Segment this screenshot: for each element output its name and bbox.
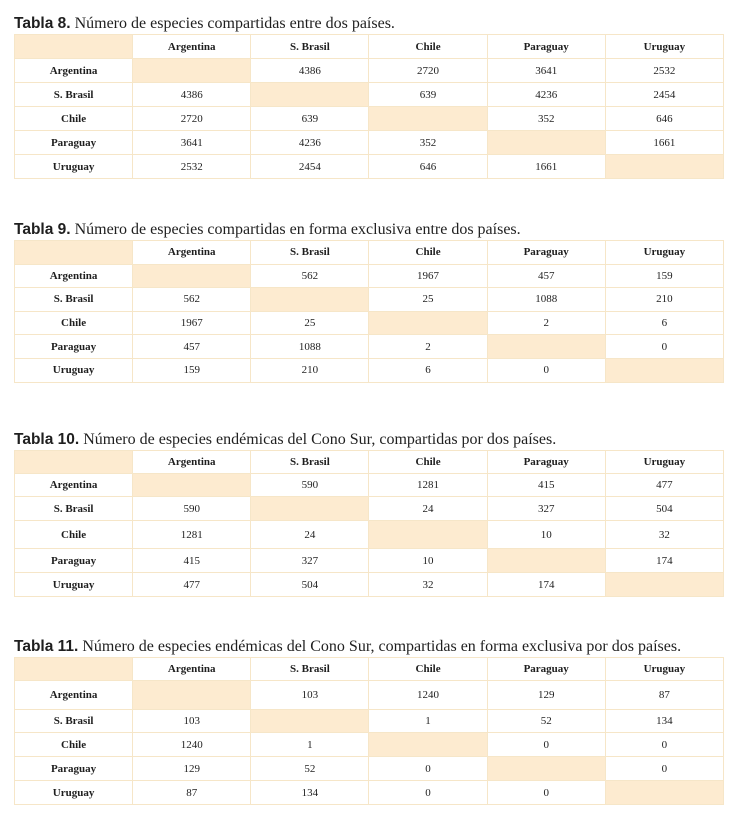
table-cell: 0 [487, 358, 605, 382]
table-cell: 0 [605, 757, 723, 781]
row-header: Argentina [15, 59, 133, 83]
table-cell: 1088 [251, 335, 369, 359]
row-header: Paraguay [15, 757, 133, 781]
row-header: Paraguay [15, 335, 133, 359]
table-cell: 352 [487, 107, 605, 131]
table-cell: 2532 [133, 155, 251, 179]
table-cell: 590 [133, 497, 251, 521]
diagonal-cell [487, 757, 605, 781]
table-cell: 103 [133, 710, 251, 733]
table-cell: 4236 [251, 131, 369, 155]
diagonal-cell [133, 264, 251, 288]
table-cell: 174 [605, 549, 723, 573]
row-header: Uruguay [15, 573, 133, 597]
table-row [15, 549, 724, 573]
table-cell: 25 [251, 311, 369, 335]
corner-cell [15, 658, 133, 681]
row-header: S. Brasil [15, 83, 133, 107]
table-cell: 2454 [605, 83, 723, 107]
column-header: Paraguay [487, 451, 605, 474]
row-header: Chile [15, 107, 133, 131]
header-row [15, 451, 724, 474]
table-cell: 159 [605, 264, 723, 288]
column-header: S. Brasil [251, 658, 369, 681]
column-header: Uruguay [605, 451, 723, 474]
table-row [15, 710, 724, 733]
table-cell: 327 [487, 497, 605, 521]
row-header: S. Brasil [15, 497, 133, 521]
table-cell: 1661 [487, 155, 605, 179]
table-cell: 1661 [605, 131, 723, 155]
table-cell: 457 [133, 335, 251, 359]
table-10 [14, 450, 724, 597]
diagonal-cell [133, 681, 251, 710]
table-cell: 504 [605, 497, 723, 521]
table-cell: 2532 [605, 59, 723, 83]
diagonal-cell [487, 549, 605, 573]
table-11-caption [14, 637, 724, 657]
table-cell: 590 [251, 474, 369, 497]
diagonal-cell [487, 335, 605, 359]
table-row [15, 733, 724, 757]
table-cell: 87 [605, 681, 723, 710]
table-cell: 562 [251, 264, 369, 288]
table-row [15, 311, 724, 335]
table-cell: 134 [605, 710, 723, 733]
table-cell: 0 [369, 757, 487, 781]
table-cell: 24 [369, 497, 487, 521]
table-cell: 1240 [369, 681, 487, 710]
column-header: Chile [369, 451, 487, 474]
table-8-block [14, 14, 724, 179]
corner-cell [15, 35, 133, 59]
table-row [15, 781, 724, 805]
diagonal-cell [605, 573, 723, 597]
table-row [15, 474, 724, 497]
table-cell: 646 [369, 155, 487, 179]
table-cell: 646 [605, 107, 723, 131]
table-10-title: Número de especies endémicas del Cono Sur, compartidas por dos países. [79, 431, 557, 448]
table-row [15, 83, 724, 107]
diagonal-cell [369, 311, 487, 335]
corner-cell [15, 241, 133, 265]
table-row [15, 107, 724, 131]
column-header: Argentina [133, 241, 251, 265]
table-cell: 24 [251, 521, 369, 549]
table-cell: 10 [369, 549, 487, 573]
table-cell: 2454 [251, 155, 369, 179]
column-header: Argentina [133, 658, 251, 681]
table-8-title: Número de especies compartidas entre dos países. [70, 15, 395, 32]
table-cell: 1967 [133, 311, 251, 335]
diagonal-cell [605, 155, 723, 179]
table-cell: 0 [605, 733, 723, 757]
table-cell: 32 [369, 573, 487, 597]
column-header: Chile [369, 658, 487, 681]
diagonal-cell [251, 288, 369, 312]
row-header: Paraguay [15, 549, 133, 573]
table-cell: 3641 [487, 59, 605, 83]
table-cell: 415 [487, 474, 605, 497]
row-header: Chile [15, 521, 133, 549]
table-11-label: Tabla 11. [14, 638, 79, 655]
table-cell: 1 [369, 710, 487, 733]
table-11 [14, 657, 724, 805]
table-cell: 457 [487, 264, 605, 288]
table-cell: 1240 [133, 733, 251, 757]
table-cell: 2 [487, 311, 605, 335]
header-row [15, 35, 724, 59]
column-header: Chile [369, 241, 487, 265]
table-cell: 0 [487, 733, 605, 757]
table-cell: 52 [487, 710, 605, 733]
table-cell: 1281 [369, 474, 487, 497]
table-9-block [14, 220, 724, 383]
table-cell: 6 [605, 311, 723, 335]
table-cell: 3641 [133, 131, 251, 155]
column-header: Argentina [133, 35, 251, 59]
table-cell: 0 [369, 781, 487, 805]
diagonal-cell [369, 521, 487, 549]
table-cell: 159 [133, 358, 251, 382]
table-row [15, 573, 724, 597]
table-cell: 32 [605, 521, 723, 549]
table-row [15, 264, 724, 288]
table-cell: 415 [133, 549, 251, 573]
row-header: Chile [15, 733, 133, 757]
table-cell: 4386 [251, 59, 369, 83]
table-row [15, 497, 724, 521]
table-10-label: Tabla 10. [14, 431, 80, 448]
table-cell: 174 [487, 573, 605, 597]
table-row [15, 358, 724, 382]
column-header: Argentina [133, 451, 251, 474]
row-header: Uruguay [15, 155, 133, 179]
row-header: Uruguay [15, 781, 133, 805]
table-9-title: Número de especies compartidas en forma exclusiva entre dos países. [70, 221, 521, 238]
row-header: Uruguay [15, 358, 133, 382]
table-9-caption [14, 220, 724, 240]
table-cell: 0 [487, 781, 605, 805]
table-cell: 4386 [133, 83, 251, 107]
table-8 [14, 34, 724, 179]
table-row [15, 155, 724, 179]
table-cell: 1967 [369, 264, 487, 288]
diagonal-cell [487, 131, 605, 155]
diagonal-cell [251, 710, 369, 733]
diagonal-cell [251, 497, 369, 521]
table-cell: 0 [605, 335, 723, 359]
table-row [15, 335, 724, 359]
table-row [15, 288, 724, 312]
column-header: Paraguay [487, 241, 605, 265]
table-cell: 10 [487, 521, 605, 549]
table-cell: 25 [369, 288, 487, 312]
table-cell: 477 [133, 573, 251, 597]
table-cell: 2720 [369, 59, 487, 83]
table-8-caption [14, 14, 724, 34]
diagonal-cell [133, 474, 251, 497]
table-cell: 134 [251, 781, 369, 805]
diagonal-cell [369, 107, 487, 131]
table-9-label: Tabla 9. [14, 221, 71, 238]
diagonal-cell [133, 59, 251, 83]
table-cell: 6 [369, 358, 487, 382]
table-cell: 103 [251, 681, 369, 710]
table-9 [14, 240, 724, 383]
column-header: Uruguay [605, 658, 723, 681]
table-10-block [14, 430, 724, 597]
column-header: Uruguay [605, 35, 723, 59]
table-cell: 2 [369, 335, 487, 359]
column-header: Uruguay [605, 241, 723, 265]
row-header: Chile [15, 311, 133, 335]
table-cell: 52 [251, 757, 369, 781]
table-cell: 477 [605, 474, 723, 497]
column-header: S. Brasil [251, 241, 369, 265]
table-cell: 639 [251, 107, 369, 131]
row-header: Argentina [15, 264, 133, 288]
row-header: Paraguay [15, 131, 133, 155]
table-cell: 504 [251, 573, 369, 597]
table-11-block [14, 637, 724, 805]
diagonal-cell [251, 83, 369, 107]
table-row [15, 521, 724, 549]
column-header: S. Brasil [251, 35, 369, 59]
table-8-label: Tabla 8. [14, 15, 71, 32]
table-cell: 1 [251, 733, 369, 757]
table-cell: 327 [251, 549, 369, 573]
table-cell: 1088 [487, 288, 605, 312]
table-row [15, 131, 724, 155]
column-header: Paraguay [487, 35, 605, 59]
row-header: S. Brasil [15, 710, 133, 733]
table-row [15, 757, 724, 781]
table-cell: 352 [369, 131, 487, 155]
table-cell: 87 [133, 781, 251, 805]
diagonal-cell [605, 781, 723, 805]
table-cell: 1281 [133, 521, 251, 549]
table-cell: 2720 [133, 107, 251, 131]
diagonal-cell [369, 733, 487, 757]
table-cell: 4236 [487, 83, 605, 107]
table-10-caption [14, 430, 724, 450]
column-header: Chile [369, 35, 487, 59]
header-row [15, 241, 724, 265]
row-header: Argentina [15, 681, 133, 710]
column-header: S. Brasil [251, 451, 369, 474]
table-cell: 639 [369, 83, 487, 107]
table-cell: 562 [133, 288, 251, 312]
table-row [15, 59, 724, 83]
table-11-title: Número de especies endémicas del Cono Sur, compartidas en forma exclusiva por dos países. [78, 638, 682, 655]
header-row [15, 658, 724, 681]
table-cell: 129 [133, 757, 251, 781]
table-cell: 129 [487, 681, 605, 710]
table-cell: 210 [605, 288, 723, 312]
table-row [15, 681, 724, 710]
diagonal-cell [605, 358, 723, 382]
corner-cell [15, 451, 133, 474]
table-cell: 210 [251, 358, 369, 382]
row-header: Argentina [15, 474, 133, 497]
column-header: Paraguay [487, 658, 605, 681]
row-header: S. Brasil [15, 288, 133, 312]
